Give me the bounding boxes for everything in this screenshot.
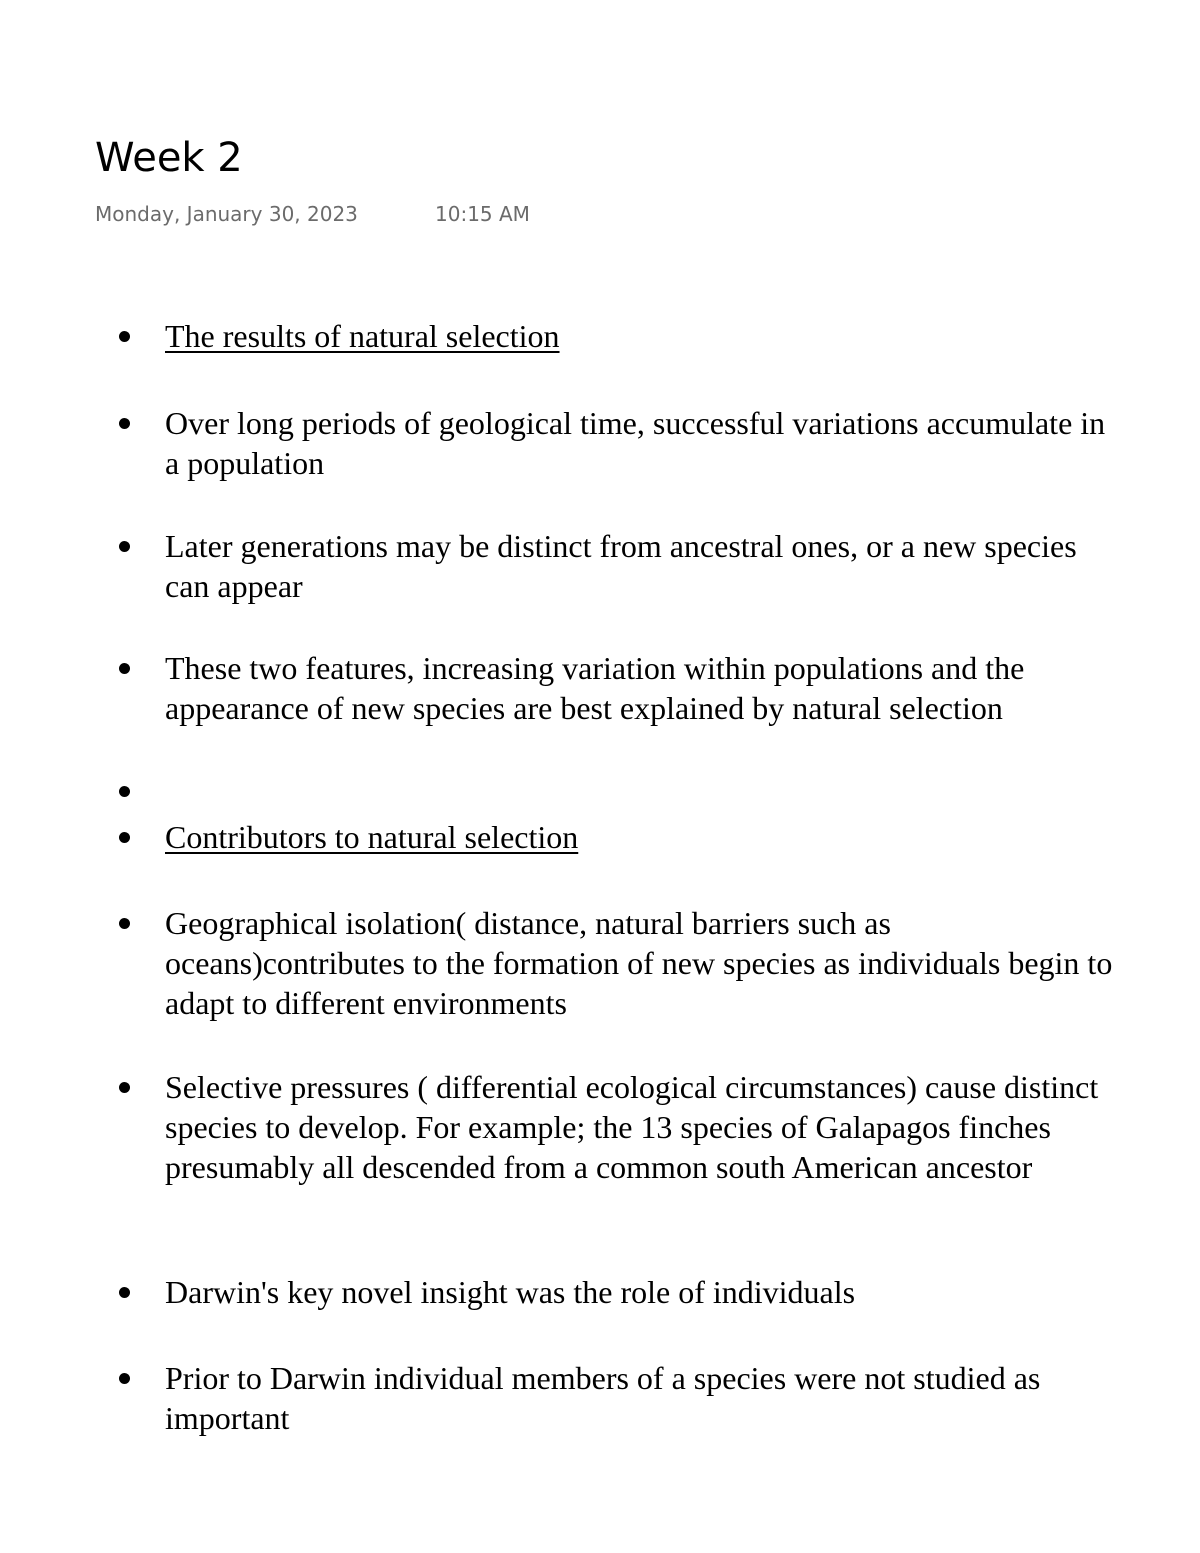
- list-item-text: Later generations may be distinct from ancestral ones, or a new species can appear: [165, 528, 1077, 604]
- list-item-text: These two features, increasing variation within populations and the appearance of new species are best explained by natural selection: [165, 650, 1025, 726]
- list-item-text: Over long periods of geological time, successful variations accumulate in a population: [165, 405, 1106, 481]
- bullet-icon: [119, 663, 130, 674]
- list-item-text: Darwin's key novel insight was the role of individuals: [165, 1274, 856, 1310]
- page-date: Monday, January 30, 2023: [95, 202, 358, 226]
- list-item-text: Selective pressures ( differential ecological circumstances) cause distinct species to develop. For example; the 13 species of Galapagos finches presumably all descended from a common south American ancestor: [165, 1069, 1099, 1185]
- section-heading: The results of natural selection: [165, 318, 560, 354]
- bullet-icon: [119, 1373, 130, 1384]
- bullet-icon: [119, 418, 130, 429]
- list-item-text: Geographical isolation( distance, natural barriers such as oceans)contributes to the formation of new species as individuals begin to adapt to different environments: [165, 905, 1113, 1021]
- bullet-icon: [119, 918, 130, 929]
- page-title: Week 2: [95, 135, 243, 181]
- bullet-icon: [119, 1287, 130, 1298]
- list-item-text: Prior to Darwin individual members of a species were not studied as important: [165, 1360, 1041, 1436]
- bullet-icon: [119, 1082, 130, 1093]
- bullet-icon: [119, 331, 130, 342]
- bullet-icon: [119, 786, 130, 797]
- bullet-icon: [119, 541, 130, 552]
- bullet-icon: [119, 832, 130, 843]
- page-time: 10:15 AM: [435, 202, 530, 226]
- section-heading: Contributors to natural selection: [165, 819, 579, 855]
